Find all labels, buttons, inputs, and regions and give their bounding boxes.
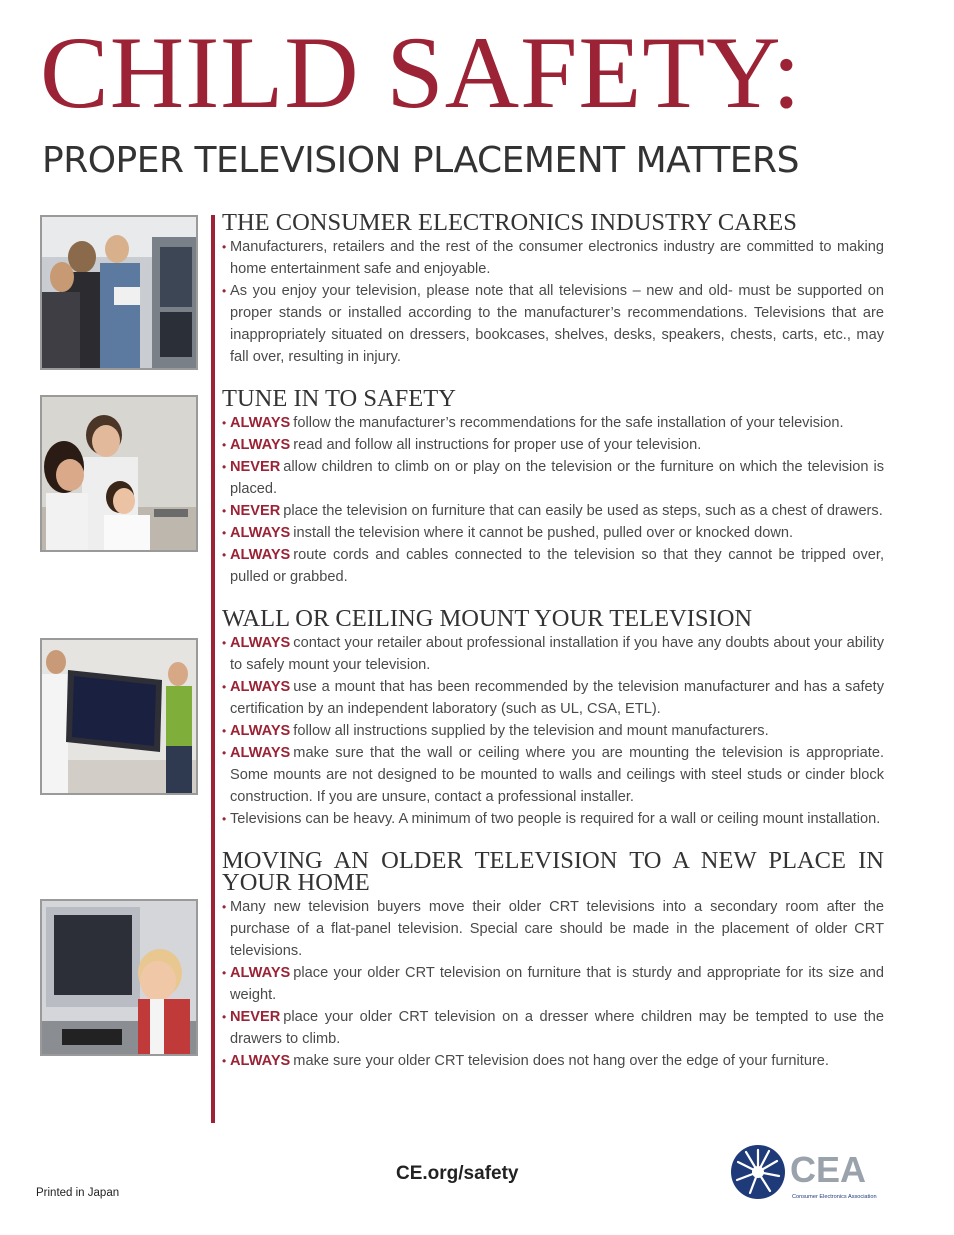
list-item: • Manufacturers, retailers and the rest of the consumer electronics industry are committed to making home entertainment safe and enjoyable. xyxy=(222,236,884,280)
section-heading: WALL OR CEILING MOUNT YOUR TELEVISION xyxy=(222,605,753,632)
photo-child-with-crt-tv xyxy=(40,899,198,1056)
section-tune-in-to-safety xyxy=(222,385,884,588)
list-item: • NEVER allow children to climb on or play on the television or the furniture on which the television is placed. xyxy=(222,456,884,500)
section-heading: THE CONSUMER ELECTRONICS INDUSTRY CARES xyxy=(222,209,797,236)
list-item: • ALWAYS use a mount that has been recommended by the television manufacturer and has a safety certification by an independent laboratory (such as UL, CSA, ETL). xyxy=(222,676,884,720)
svg-text:Consumer Electronics Associati: Consumer Electronics Association xyxy=(792,1194,877,1200)
cea-logo xyxy=(728,1140,888,1204)
bullet-list xyxy=(222,896,884,1072)
photo-family-watching-tv xyxy=(40,395,198,552)
svg-text:CEA: CEA xyxy=(790,1149,867,1190)
photo-electronics-store xyxy=(40,215,198,370)
list-item: • ALWAYS install the television where it cannot be pushed, pulled over or knocked down. xyxy=(222,522,884,544)
safety-url-link[interactable]: CE.org/safety xyxy=(396,1163,519,1184)
section-heading: TUNE IN TO SAFETY xyxy=(222,385,456,412)
section-industry-cares xyxy=(222,209,884,368)
list-item: • ALWAYS contact your retailer about professional installation if you have any doubts about your ability to safely mount your television. xyxy=(222,632,884,676)
list-item: • ALWAYS make sure that the wall or ceiling where you are mounting the television is appropriate. Some mounts are not designed to be mounted to walls and ceilings with steel studs or cinder block construction. If you are unsure, contact a professional installer. xyxy=(222,742,884,808)
bullet-list xyxy=(222,236,884,368)
list-item: • NEVER place the television on furniture that can easily be used as steps, such as a chest of drawers. xyxy=(222,500,884,522)
list-item: • NEVER place your older CRT television on a dresser where children may be tempted to use the drawers to climb. xyxy=(222,1006,884,1050)
content-column xyxy=(222,209,884,1072)
section-wall-ceiling-mount xyxy=(222,605,884,830)
list-item: • Televisions can be heavy. A minimum of two people is required for a wall or ceiling mount installation. xyxy=(222,808,884,830)
bullet-list xyxy=(222,412,884,588)
list-item: • ALWAYS route cords and cables connected to the television so that they cannot be tripped over, pulled or grabbed. xyxy=(222,544,884,588)
page-subtitle: PROPER TELEVISION PLACEMENT MATTERS xyxy=(42,140,799,181)
section-heading: MOVING AN OLDER TELEVISION TO A NEW PLACE IN YOUR HOME xyxy=(222,847,884,896)
list-item: • As you enjoy your television, please note that all televisions – new and old- must be supported on proper stands or installed according to the manufacturer’s recommendations. Televisions that are inappropriately situated on dressers, bookcases, shelves, desks, speakers, chests, carts, etc., may fall over, resulting in injury. xyxy=(222,280,884,368)
list-item: • ALWAYS place your older CRT television on furniture that is sturdy and appropriate for its size and weight. xyxy=(222,962,884,1006)
list-item: • ALWAYS make sure your older CRT television does not hang over the edge of your furniture. xyxy=(222,1050,884,1072)
list-item: • ALWAYS follow the manufacturer’s recommendations for the safe installation of your television. xyxy=(222,412,884,434)
cea-logo-graphic xyxy=(728,1140,888,1204)
page-title: CHILD SAFETY: xyxy=(40,16,802,130)
list-item: • Many new television buyers move their older CRT televisions into a secondary room after the purchase of a flat-panel television. Special care should be made in the placement of older CRT televisions. xyxy=(222,896,884,962)
section-moving-older-tv xyxy=(222,847,884,1072)
bullet-list xyxy=(222,632,884,830)
photo-mounting-tv xyxy=(40,638,198,795)
list-item: • ALWAYS follow all instructions supplied by the television and mount manufacturers. xyxy=(222,720,884,742)
list-item: • ALWAYS read and follow all instructions for proper use of your television. xyxy=(222,434,884,456)
accent-bar xyxy=(211,215,215,1123)
printed-in-note: Printed in Japan xyxy=(36,1187,120,1199)
